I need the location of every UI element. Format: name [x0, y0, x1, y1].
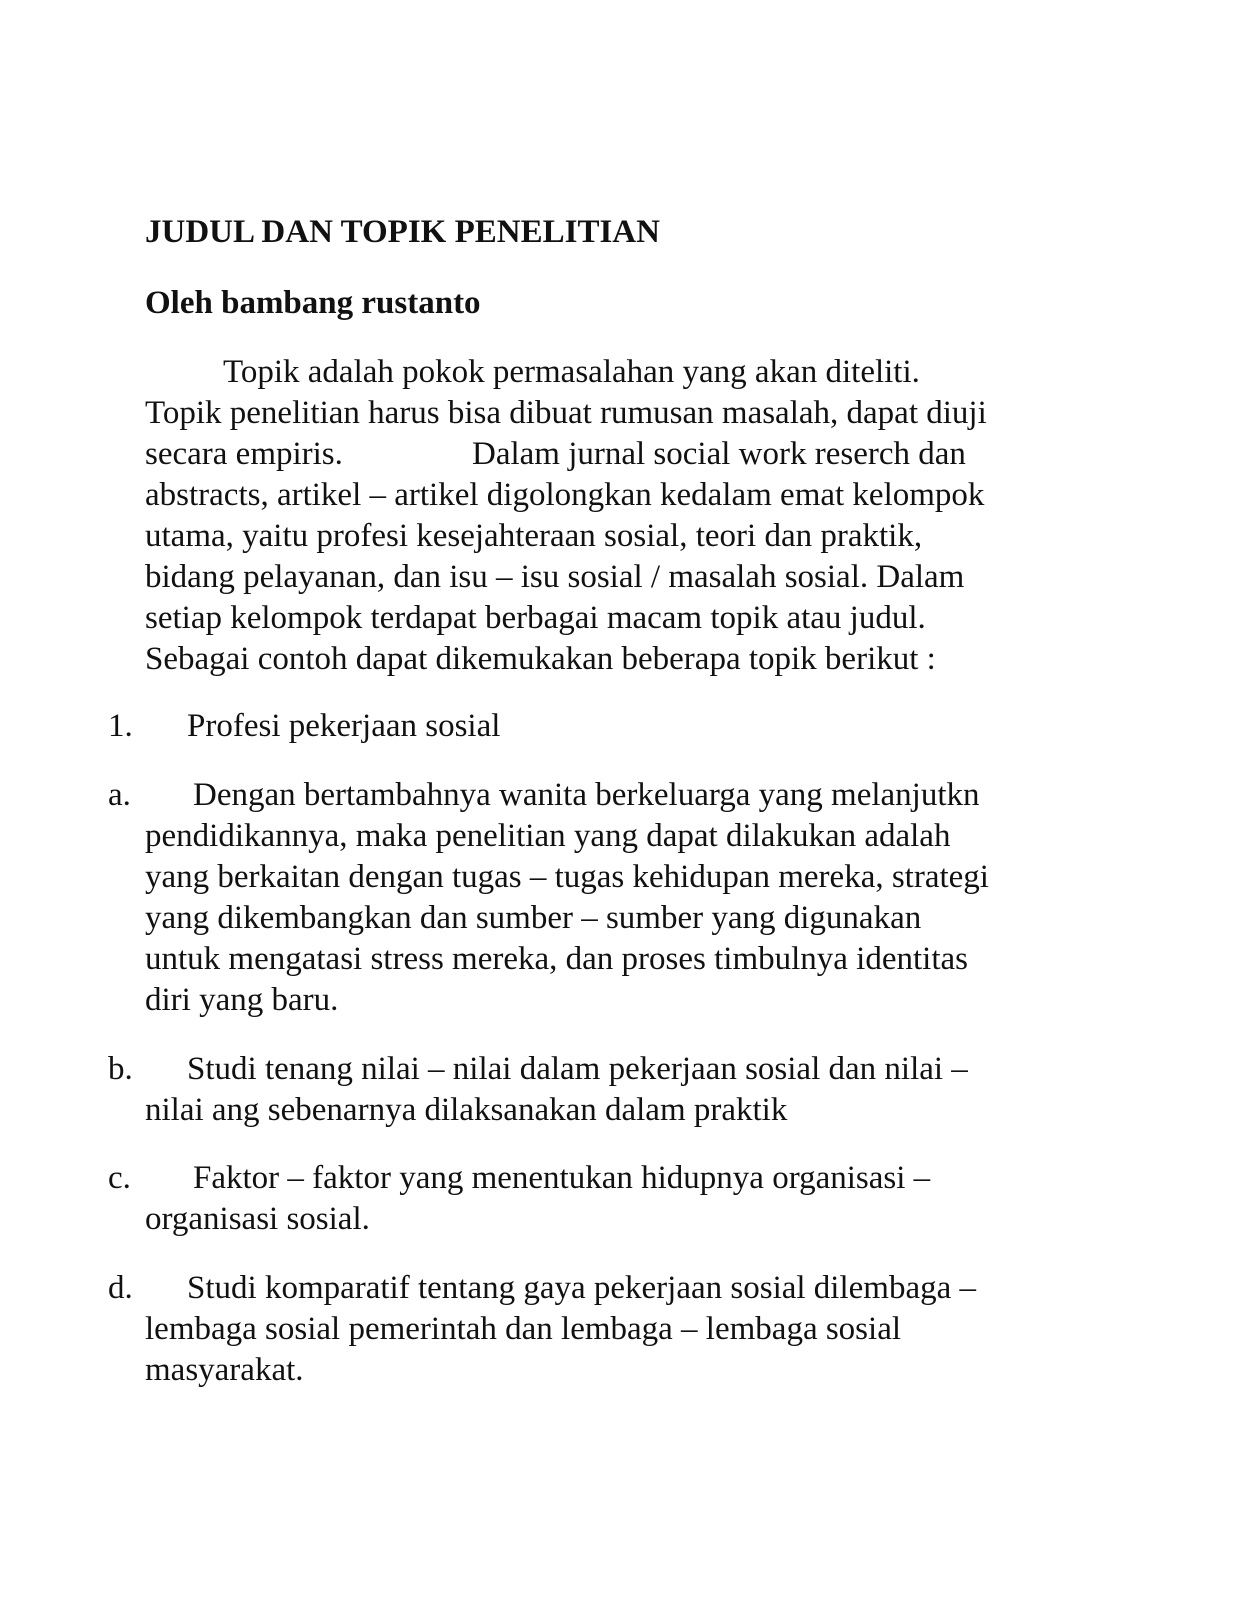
section-heading: Profesi pekerjaan sosial: [187, 708, 501, 744]
list-marker: c.: [108, 1160, 131, 1196]
document-author: Oleh bambang rustanto: [145, 285, 481, 321]
list-item-line: pendidikannya, maka penelitian yang dapat dilakukan adalah: [145, 818, 951, 854]
list-item-line: yang dikembangkan dan sumber – sumber yang digunakan: [145, 900, 922, 936]
list-item-line: nilai ang sebenarnya dilaksanakan dalam praktik: [145, 1092, 788, 1128]
list-item-line: Studi komparatif tentang gaya pekerjaan sosial dilembaga –: [187, 1270, 977, 1306]
list-item-line: untuk mengatasi stress mereka, dan proses timbulnya identitas: [145, 941, 968, 977]
list-item-line: organisasi sosial.: [145, 1201, 370, 1237]
intro-line: Sebagai contoh dapat dikemukakan beberapa topik berikut :: [145, 641, 936, 677]
list-item-line: yang berkaitan dengan tugas – tugas kehidupan mereka, strategi: [145, 859, 989, 895]
intro-line: secara empiris.: [145, 436, 343, 472]
intro-line: utama, yaitu profesi kesejahteraan sosial, teori dan praktik,: [145, 518, 923, 554]
list-item-line: Faktor – faktor yang menentukan hidupnya organisasi –: [193, 1160, 931, 1196]
intro-line: abstracts, artikel – artikel digolongkan kedalam emat kelompok: [145, 477, 985, 513]
document-title: JUDUL DAN TOPIK PENELITIAN: [145, 214, 660, 250]
list-item-line: Dengan bertambahnya wanita berkeluarga yang melanjutkn: [193, 777, 980, 813]
intro-line: setiap kelompok terdapat berbagai macam topik atau judul.: [145, 600, 926, 636]
list-marker: a.: [108, 777, 131, 813]
intro-line: Topik adalah pokok permasalahan yang akan diteliti.: [223, 354, 920, 390]
list-item-line: lembaga sosial pemerintah dan lembaga – lembaga sosial: [145, 1311, 902, 1347]
list-item-line: diri yang baru.: [145, 982, 339, 1018]
list-marker: d.: [108, 1270, 133, 1306]
section-number: 1.: [108, 708, 133, 744]
intro-line: Topik penelitian harus bisa dibuat rumusan masalah, dapat diuji: [145, 395, 987, 431]
intro-line: Dalam jurnal social work reserch dan: [472, 436, 966, 472]
list-item-line: Studi tenang nilai – nilai dalam pekerjaan sosial dan nilai –: [187, 1051, 968, 1087]
list-marker: b.: [108, 1051, 133, 1087]
list-item-line: masyarakat.: [145, 1352, 304, 1388]
intro-line: bidang pelayanan, dan isu – isu sosial / masalah sosial. Dalam: [145, 559, 965, 595]
